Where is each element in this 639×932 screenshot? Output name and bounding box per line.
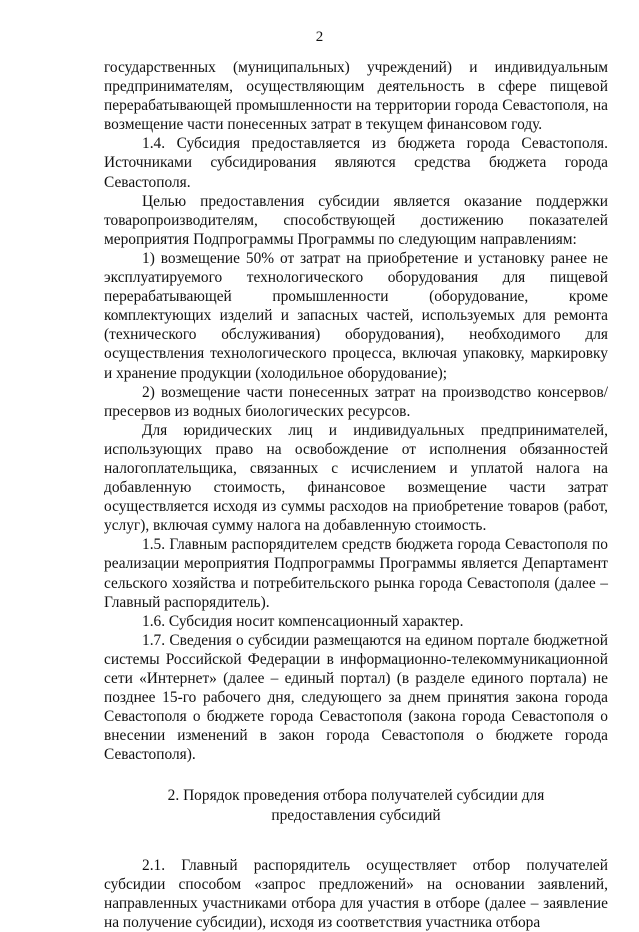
paragraph: 1) возмещение 50% от затрат на приобретение и установку ранее не эксплуатируемого технологического оборудования для пищевой перерабатывающей промышленности (оборудование, кроме комплектующих изделий и запасных частей, используемых для ремонта (технического обслуживания) оборудования), необходимого для осуществления технологического процесса, включая упаковку, маркировку и хранение продукции (холодильное оборудование);	[104, 249, 608, 382]
section-heading-line-1: 2. Порядок проведения отбора получателей субсидии для	[167, 787, 545, 805]
page-number: 2	[315, 29, 324, 45]
section-1-continued	[104, 58, 608, 764]
paragraph: государственных (муниципальных) учреждений) и индивидуальным предпринимателям, осуществляющим деятельность в сфере пищевой перерабатывающей промышленности на территории города Севастополя, на возмещение части понесенных затрат в текущем финансовом году.	[104, 59, 608, 134]
paragraph: 2.1. Главный распорядитель осуществляет отбор получателей субсидии способом «запрос предложений» на основании заявлений, направленных участниками отбора для участия в отборе (далее – заявление на получение субсидии), исходя из соответствия участника отбора	[104, 856, 608, 931]
paragraph: Для юридических лиц и индивидуальных предпринимателей, использующих право на освобождение от исполнения обязанностей налогоплательщика, связанных с исчислением и уплатой налога на добавленную стоимость, финансовое возмещение части затрат осуществляется исходя из суммы расходов на приобретение товаров (работ, услуг), включая сумму налога на добавленную стоимость.	[104, 421, 608, 535]
paragraph: 2) возмещение части понесенных затрат на производство консервов/пресервов из водных биологических ресурсов.	[104, 383, 608, 420]
document-body	[104, 58, 608, 932]
paragraph: 1.5. Главным распорядителем средств бюджета города Севастополя по реализации мероприятия Подпрограммы Программы является Департамент сельского хозяйства и потребительского рынка города Севастополя (далее – Главный распорядитель).	[104, 536, 608, 611]
section-2	[104, 856, 608, 932]
paragraph: 1.6. Субсидия носит компенсационный характер.	[142, 612, 464, 630]
paragraph: Целью предоставления субсидии является оказание поддержки товаропроизводителям, способствующей достижению показателей мероприятия Подпрограммы Программы по следующим направлениям:	[104, 192, 608, 248]
section-heading	[104, 786, 608, 824]
paragraph: 1.4. Субсидия предоставляется из бюджета города Севастополя. Источниками субсидирования являются средства бюджета города Севастополя.	[104, 135, 608, 191]
section-heading-line-2: предоставления субсидий	[271, 806, 441, 824]
paragraph: 1.7. Сведения о субсидии размещаются на едином портале бюджетной системы Российской Федерации в информационно-телекоммуникационной сети «Интернет» (далее – единый портал) (в разделе единого портала) не позднее 15-го рабочего дня, следующего за днем принятия закона города Севастополя о бюджете города Севастополя (закона города Севастополя о внесении изменений в закон города Севастополя о бюджете города Севастополя).	[104, 631, 608, 764]
